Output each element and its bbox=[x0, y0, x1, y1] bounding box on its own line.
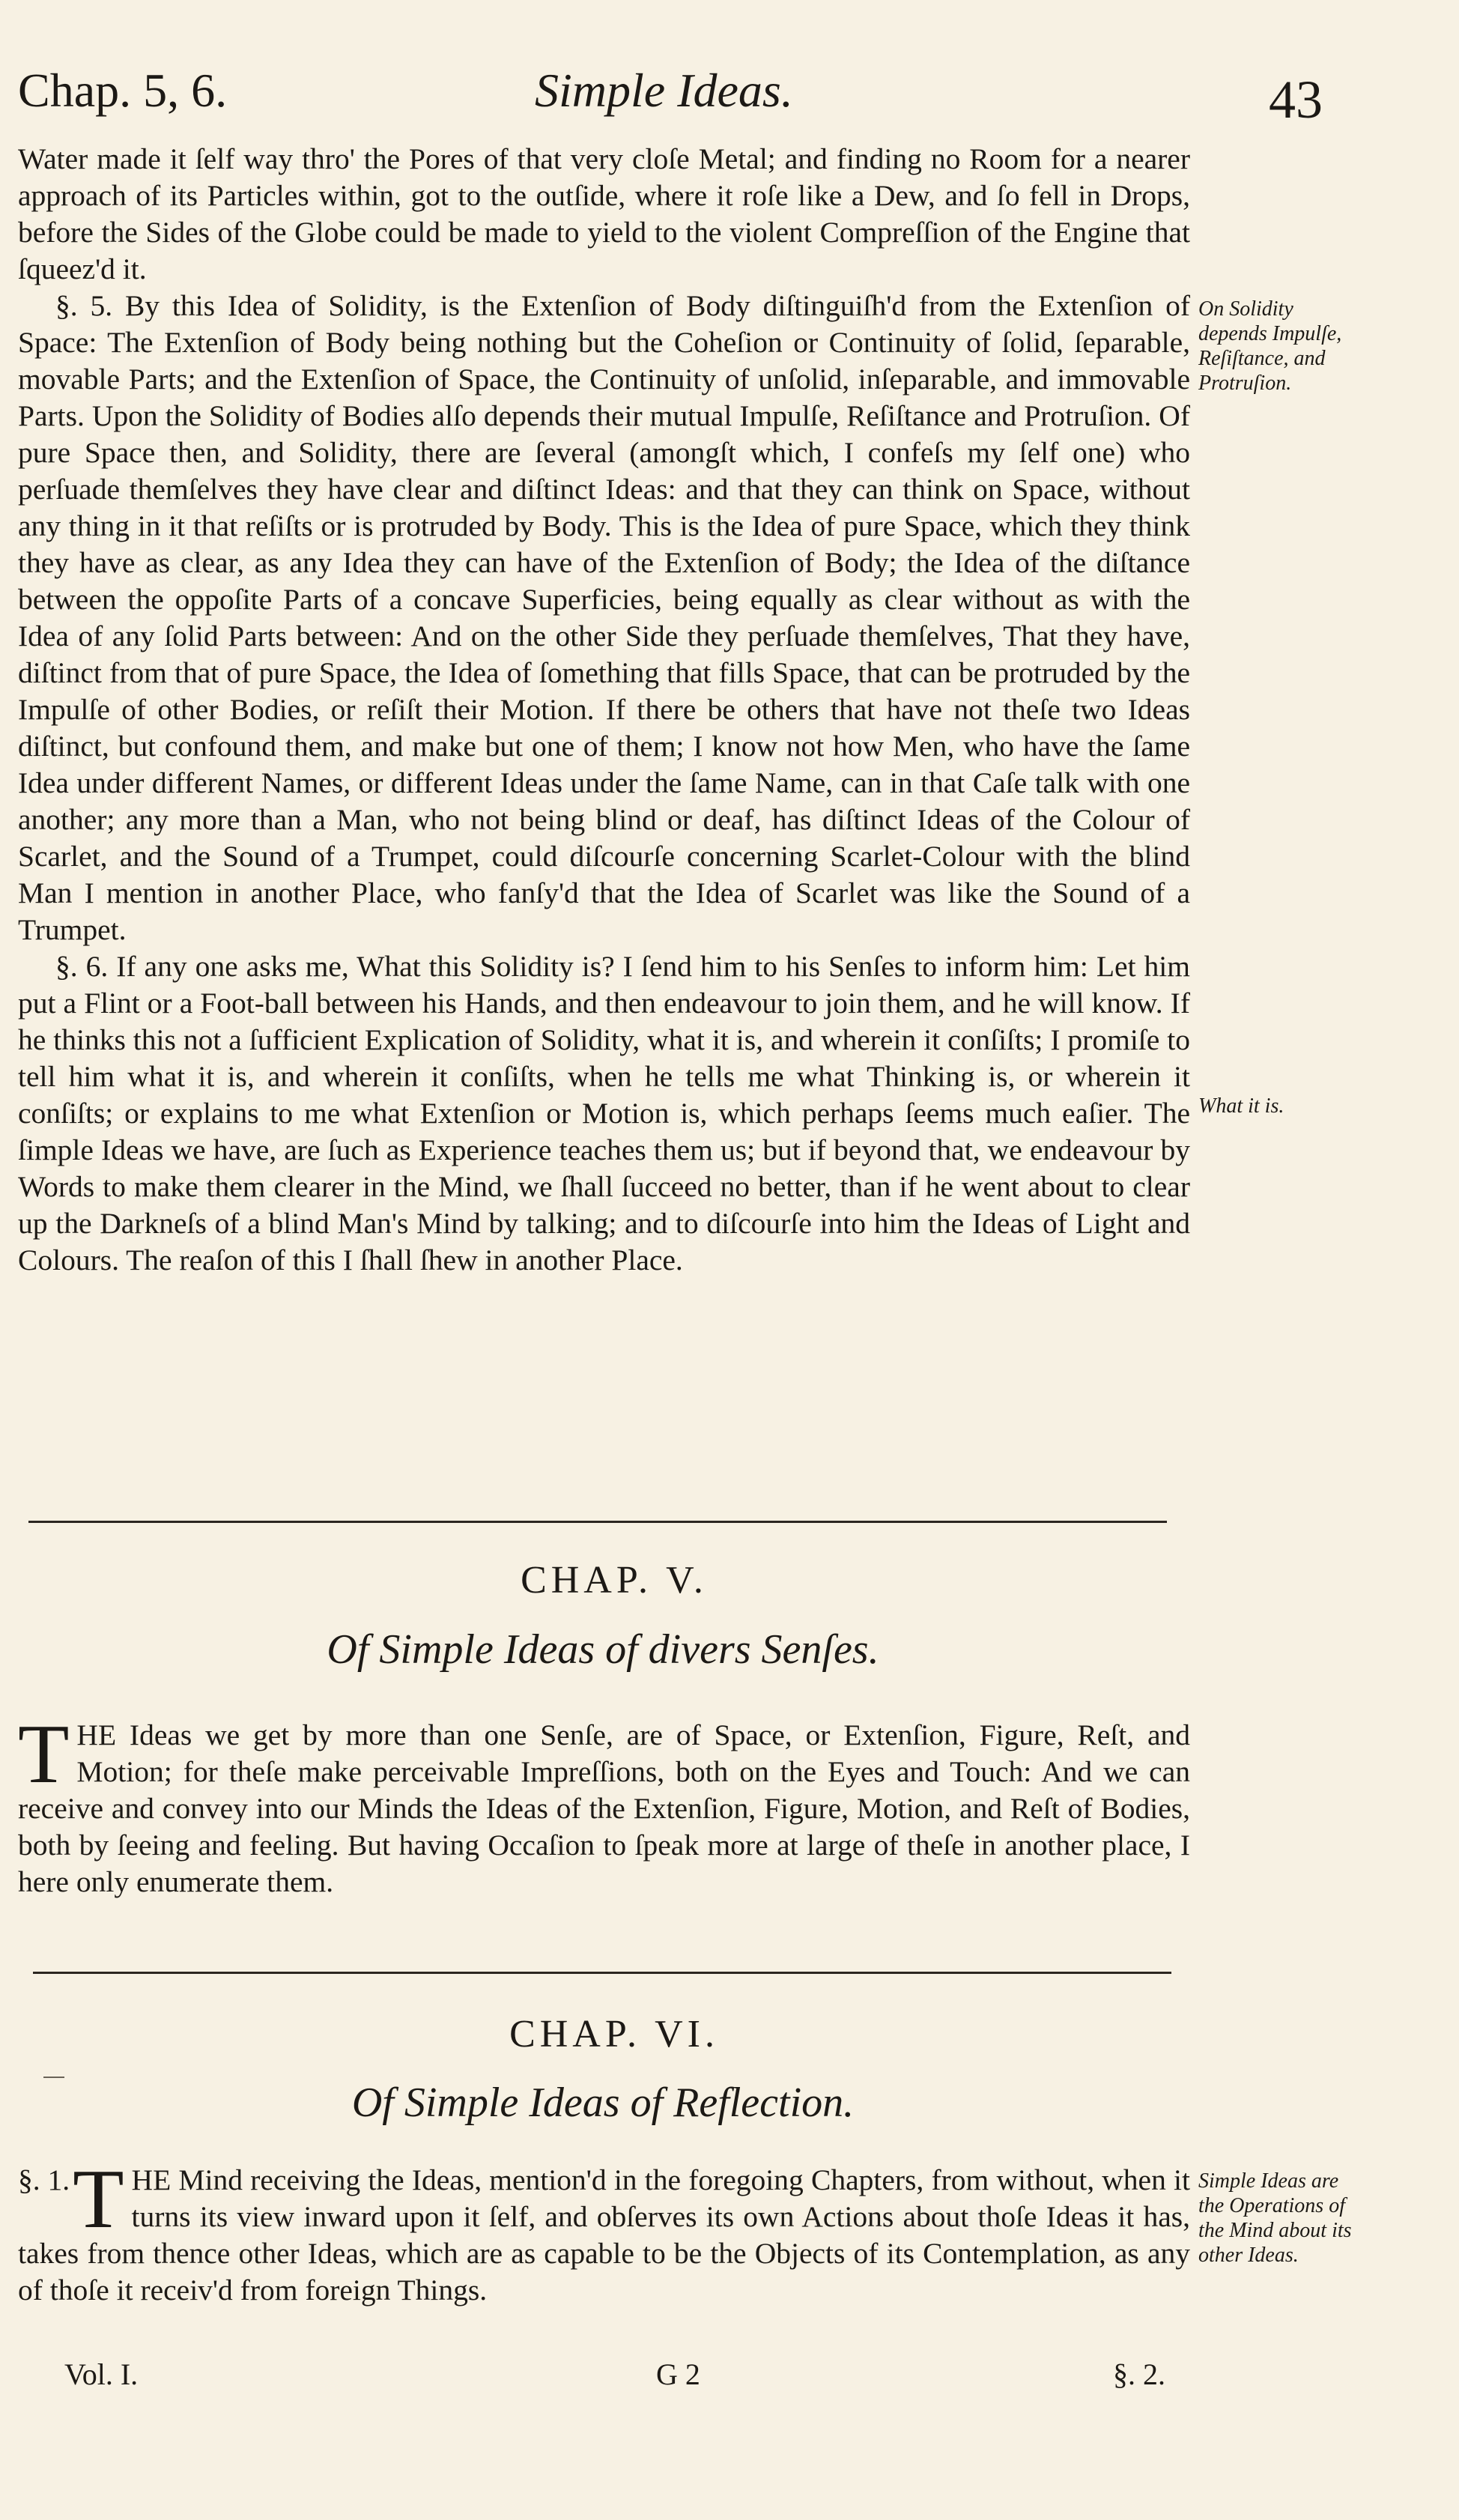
section-label: §. 1. bbox=[18, 2163, 70, 2196]
margin-note-what-it-is: What it is. bbox=[1198, 1094, 1284, 1118]
running-header bbox=[18, 63, 1323, 132]
page-footer bbox=[64, 2357, 1188, 2402]
chapter-6-subtitle: Of Simple Ideas of Reflection. bbox=[351, 2080, 855, 2126]
chapter-6-text bbox=[18, 2153, 1190, 2309]
drop-cap: T bbox=[73, 2153, 124, 2246]
chapter-5-text bbox=[18, 1708, 1190, 1900]
catchword: §. 2. bbox=[1113, 2357, 1165, 2391]
page-number: 43 bbox=[1269, 70, 1323, 130]
chapter-5-heading: CHAP. V. bbox=[521, 1559, 708, 1602]
chapter-divider bbox=[33, 1972, 1171, 1974]
chapter-5-subtitle: Of Simple Ideas of divers Senſes. bbox=[327, 1626, 879, 1673]
paragraph-6: §. 6. If any one asks me, What this Solidity is? I ſend him to his Senſes to inform him: Let him put a Flint or a Foot-ball between his Hands, and then endeavour to join them, and he will know. If he thinks this not a ſufficient Explication of Solidity, what it is, and wherein it conſiſts; I promiſe to tell him what it is, and wherein it conſiſts, when he tells me what Thinking is, or wherein it conſiſts; or explains to me what Extenſion or Motion is, which perhaps ſeems much eaſier. The ſimple Ideas we have, are ſuch as Experience teaches them us; but if beyond that, we endeavour by Words to make them clearer in the Mind, we ſhall ſucceed no better, than if he went about to clear up the Darkneſs of a blind Man's Mind by talking; and to diſcourſe into him the Ideas of Light and Colours. The reaſon of this I ſhall ſhew in another Place. bbox=[18, 950, 1190, 1276]
chapter-6-paragraph: HE Mind receiving the Ideas, mention'd in the foregoing Chapters, from without, when it turns its view inward upon it ſelf, and obſerves its own Actions about thoſe Ideas it has, takes from thence other Ideas, which are as capable to be the Objects of its Contemplation, as any of thoſe it receiv'd from foreign Things. bbox=[18, 2163, 1190, 2307]
paragraph-5: §. 5. By this Idea of Solidity, is the Extenſion of Body diſtinguiſh'd from the Extenſion of Space: The Extenſion of Body being nothing but the Coheſion or Continuity of ſolid, ſeparable, movable Parts; and the Extenſion of Space, the Continuity of unſolid, inſeparable, and immovable Parts. Upon the Solidity of Bodies alſo depends their mutual Impulſe, Reſiſtance and Protruſion. Of pure Space then, and Solidity, there are ſeveral (amongſt which, I confeſs my ſelf one) who perſuade themſelves they have clear and diſtinct Ideas: and that they can think on Space, without any thing in it that reſiſts or is protruded by Body. This is the Idea of pure Space, which they think they have as clear, as any Idea they can have of the Extenſion of Body; the Idea of the diſtance between the oppoſite Parts of a concave Superficies, being equally as clear without as with the Idea of any ſolid Parts between: And on the other Side they perſuade themſelves, That they have, diſtinct from that of pure Space, the Idea of ſomething that fills Space, that can be protruded by the Impulſe of other Bodies, or reſiſt their Motion. If there be others that have not theſe two Ideas diſtinct, but confound them, and make but one of them; I know not how Men, who have the ſame Idea under different Names, or different Ideas under the ſame Name, can in that Caſe talk with one another; any more than a Man, who not being blind or deaf, has diſtinct Ideas of the Colour of Scarlet, and the Sound of a Trumpet, could diſcourſe concerning Scarlet-Colour with the blind Man I mention in another Place, who fanſy'd that the Idea of Scarlet was like the Sound of a Trumpet. bbox=[18, 289, 1190, 946]
signature-mark: G 2 bbox=[656, 2357, 700, 2391]
ornament-dash bbox=[43, 2077, 64, 2078]
chapter-6-heading: CHAP. VI. bbox=[509, 2013, 719, 2056]
running-title: Simple Ideas. bbox=[535, 64, 793, 117]
drop-cap: T bbox=[18, 1708, 70, 1801]
section-text bbox=[18, 141, 1190, 1279]
chapter-divider bbox=[28, 1521, 1167, 1523]
margin-note-solidity: On Solidity depends Impulſe, Reſiſtance, and Protruſion. bbox=[1198, 297, 1342, 395]
continuation-paragraph: Water made it ſelf way thro' the Pores of that very cloſe Metal; and finding no Room for a nearer approach of its Particles within, got to the outſide, where it roſe like a Dew, and ſo fell in Drops, before the Sides of the Globe could be made to yield to the violent Compreſſion of the Engine that ſqueez'd it. bbox=[18, 142, 1190, 285]
margin-note-simple-ideas: Simple Ideas are the Operations of the Mind about its other Ideas. bbox=[1198, 2169, 1352, 2267]
volume-label: Vol. I. bbox=[64, 2357, 139, 2391]
chapter-reference: Chap. 5, 6. bbox=[18, 64, 228, 117]
chapter-5-paragraph: HE Ideas we get by more than one Senſe, are of Space, or Extenſion, Figure, Reſt, and Motion; for theſe make perceivable Impreſſions, both on the Eyes and Touch: And we can receive and convey into our Minds the Ideas of the Extenſion, Figure, Motion, and Reſt of Bodies, both by ſeeing and feeling. But having Occaſion to ſpeak more at large of theſe in another place, I here only enumerate them. bbox=[18, 1718, 1190, 1898]
